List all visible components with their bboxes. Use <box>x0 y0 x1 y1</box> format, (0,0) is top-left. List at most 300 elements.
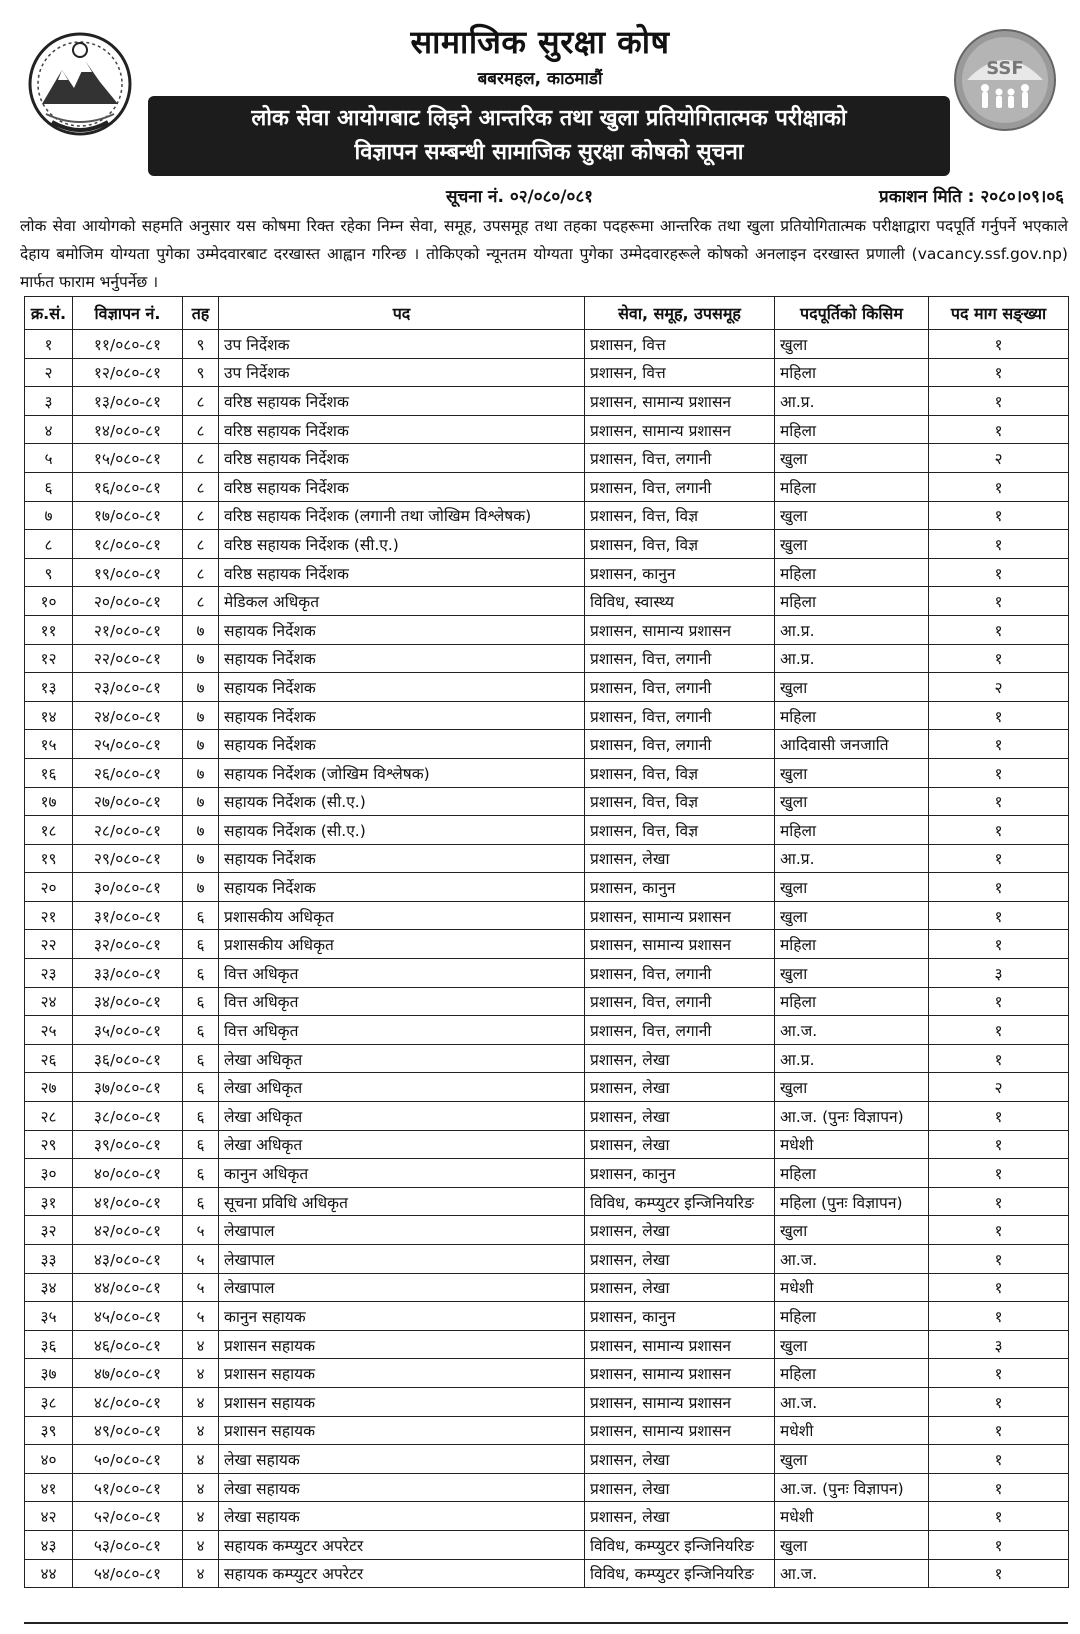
cell-level: ८ <box>183 530 219 559</box>
cell-post-count: १ <box>929 1359 1069 1388</box>
table-row <box>25 959 1069 988</box>
cell-post: लेखा अधिकृत <box>219 1102 585 1131</box>
cell-serial: १८ <box>25 816 73 845</box>
cell-fulfillment-type: आ.ज. (पुनः विज्ञापन) <box>775 1102 929 1131</box>
cell-serial: ३५ <box>25 1302 73 1331</box>
cell-level: ९ <box>183 330 219 359</box>
cell-post: सहायक कम्प्युटर अपरेटर <box>219 1559 585 1588</box>
cell-fulfillment-type: खुला <box>775 501 929 530</box>
cell-level: ७ <box>183 787 219 816</box>
cell-service-group: प्रशासन, वित्त, विज्ञ <box>585 758 775 787</box>
cell-level: ७ <box>183 644 219 673</box>
cell-ad-no: ४१/०८०-८१ <box>73 1187 183 1216</box>
cell-fulfillment-type: महिला <box>775 816 929 845</box>
cell-serial: २० <box>25 873 73 902</box>
cell-service-group: प्रशासन, सामान्य प्रशासन <box>585 387 775 416</box>
cell-fulfillment-type: खुला <box>775 444 929 473</box>
table-row <box>25 673 1069 702</box>
cell-post: कानुन सहायक <box>219 1302 585 1331</box>
cell-ad-no: ३५/०८०-८१ <box>73 1016 183 1045</box>
table-row <box>25 530 1069 559</box>
cell-level: ६ <box>183 930 219 959</box>
table-row <box>25 358 1069 387</box>
cell-serial: ४१ <box>25 1473 73 1502</box>
cell-post-count: १ <box>929 758 1069 787</box>
table-row <box>25 1245 1069 1274</box>
cell-fulfillment-type: महिला <box>775 358 929 387</box>
cell-level: ८ <box>183 444 219 473</box>
col-header-fulfillment-type: पदपूर्तिको किसिम <box>775 297 929 330</box>
cell-post-count: १ <box>929 472 1069 501</box>
cell-ad-no: २०/०८०-८१ <box>73 587 183 616</box>
cell-ad-no: २६/०८०-८१ <box>73 758 183 787</box>
table-row <box>25 930 1069 959</box>
cell-service-group: प्रशासन, वित्त, विज्ञ <box>585 787 775 816</box>
cell-ad-no: १४/०८०-८१ <box>73 415 183 444</box>
table-header-row <box>25 297 1069 330</box>
cell-post: सहायक निर्देशक <box>219 701 585 730</box>
cell-post-count: १ <box>929 415 1069 444</box>
cell-level: ५ <box>183 1245 219 1274</box>
cell-fulfillment-type: खुला <box>775 1530 929 1559</box>
cell-post: लेखा अधिकृत <box>219 1044 585 1073</box>
page-bottom-edge <box>24 1622 1068 1634</box>
cell-post-count: २ <box>929 1073 1069 1102</box>
cell-serial: १३ <box>25 673 73 702</box>
cell-level: ७ <box>183 730 219 759</box>
ssf-logo-icon <box>953 28 1057 132</box>
cell-serial: ४ <box>25 415 73 444</box>
cell-post: लेखा सहायक <box>219 1445 585 1474</box>
cell-fulfillment-type: खुला <box>775 959 929 988</box>
cell-serial: २४ <box>25 987 73 1016</box>
cell-level: ७ <box>183 673 219 702</box>
cell-serial: ७ <box>25 501 73 530</box>
cell-post: सहायक निर्देशक <box>219 730 585 759</box>
cell-service-group: प्रशासन, वित्त <box>585 330 775 359</box>
cell-level: ४ <box>183 1330 219 1359</box>
cell-fulfillment-type: आ.ज. <box>775 1016 929 1045</box>
cell-post-count: १ <box>929 1530 1069 1559</box>
table-row <box>25 987 1069 1016</box>
cell-serial: ४४ <box>25 1559 73 1588</box>
table-row <box>25 816 1069 845</box>
cell-serial: ९ <box>25 558 73 587</box>
cell-level: ६ <box>183 959 219 988</box>
cell-service-group: प्रशासन, सामान्य प्रशासन <box>585 1330 775 1359</box>
cell-service-group: प्रशासन, लेखा <box>585 1502 775 1531</box>
cell-serial: १२ <box>25 644 73 673</box>
cell-fulfillment-type: खुला <box>775 873 929 902</box>
cell-post: वरिष्ठ सहायक निर्देशक <box>219 387 585 416</box>
cell-service-group: प्रशासन, वित्त, लगानी <box>585 959 775 988</box>
cell-service-group: प्रशासन, लेखा <box>585 1445 775 1474</box>
cell-serial: १ <box>25 330 73 359</box>
cell-ad-no: ११/०८०-८१ <box>73 330 183 359</box>
cell-ad-no: ३१/०८०-८१ <box>73 901 183 930</box>
cell-serial: १० <box>25 587 73 616</box>
cell-serial: २ <box>25 358 73 387</box>
table-row <box>25 1473 1069 1502</box>
cell-post: उप निर्देशक <box>219 330 585 359</box>
cell-serial: ३४ <box>25 1273 73 1302</box>
table-row <box>25 1273 1069 1302</box>
cell-post-count: २ <box>929 444 1069 473</box>
cell-serial: २१ <box>25 901 73 930</box>
cell-ad-no: १३/०८०-८१ <box>73 387 183 416</box>
cell-fulfillment-type: महिला <box>775 701 929 730</box>
cell-post: लेखा सहायक <box>219 1473 585 1502</box>
cell-fulfillment-type: आ.ज. <box>775 1245 929 1274</box>
cell-ad-no: २९/०८०-८१ <box>73 844 183 873</box>
table-row <box>25 1530 1069 1559</box>
cell-level: ७ <box>183 873 219 902</box>
cell-serial: ६ <box>25 472 73 501</box>
cell-level: ६ <box>183 1016 219 1045</box>
cell-service-group: प्रशासन, कानुन <box>585 558 775 587</box>
cell-ad-no: ५४/०८०-८१ <box>73 1559 183 1588</box>
cell-service-group: विविध, कम्प्युटर इन्जिनियरिङ <box>585 1187 775 1216</box>
cell-serial: १४ <box>25 701 73 730</box>
cell-fulfillment-type: आ.ज. <box>775 1387 929 1416</box>
cell-service-group: प्रशासन, लेखा <box>585 844 775 873</box>
cell-fulfillment-type: खुला <box>775 330 929 359</box>
col-header-post-count: पद माग सङ्ख्या <box>929 297 1069 330</box>
cell-ad-no: २७/०८०-८१ <box>73 787 183 816</box>
cell-serial: ३२ <box>25 1216 73 1245</box>
cell-service-group: प्रशासन, वित्त <box>585 358 775 387</box>
cell-level: ६ <box>183 1073 219 1102</box>
cell-serial: ३ <box>25 387 73 416</box>
cell-fulfillment-type: खुला <box>775 1445 929 1474</box>
cell-level: ६ <box>183 1159 219 1188</box>
cell-service-group: प्रशासन, वित्त, लगानी <box>585 987 775 1016</box>
cell-ad-no: १२/०८०-८१ <box>73 358 183 387</box>
cell-service-group: प्रशासन, सामान्य प्रशासन <box>585 1387 775 1416</box>
cell-service-group: प्रशासन, वित्त, लगानी <box>585 701 775 730</box>
cell-service-group: प्रशासन, वित्त, लगानी <box>585 1016 775 1045</box>
cell-serial: ५ <box>25 444 73 473</box>
cell-serial: १७ <box>25 787 73 816</box>
cell-post-count: १ <box>929 701 1069 730</box>
cell-fulfillment-type: महिला <box>775 587 929 616</box>
cell-fulfillment-type: महिला <box>775 1159 929 1188</box>
cell-level: ५ <box>183 1302 219 1331</box>
cell-level: ४ <box>183 1359 219 1388</box>
cell-service-group: प्रशासन, सामान्य प्रशासन <box>585 1416 775 1445</box>
table-row <box>25 1130 1069 1159</box>
cell-fulfillment-type: महिला <box>775 930 929 959</box>
cell-post: प्रशासन सहायक <box>219 1387 585 1416</box>
cell-serial: ३० <box>25 1159 73 1188</box>
cell-post-count: १ <box>929 644 1069 673</box>
cell-serial: ४२ <box>25 1502 73 1531</box>
cell-post: लेखापाल <box>219 1245 585 1274</box>
cell-ad-no: ३४/०८०-८१ <box>73 987 183 1016</box>
cell-post-count: १ <box>929 1187 1069 1216</box>
table-row <box>25 1216 1069 1245</box>
cell-post-count: १ <box>929 901 1069 930</box>
cell-level: ६ <box>183 1130 219 1159</box>
cell-ad-no: ३०/०८०-८१ <box>73 873 183 902</box>
cell-level: ५ <box>183 1216 219 1245</box>
cell-service-group: प्रशासन, वित्त, लगानी <box>585 644 775 673</box>
cell-fulfillment-type: मधेशी <box>775 1130 929 1159</box>
cell-post: प्रशासन सहायक <box>219 1416 585 1445</box>
table-row <box>25 501 1069 530</box>
cell-service-group: प्रशासन, वित्त, लगानी <box>585 730 775 759</box>
cell-post-count: १ <box>929 1445 1069 1474</box>
cell-post-count: १ <box>929 1245 1069 1274</box>
cell-ad-no: ४५/०८०-८१ <box>73 1302 183 1331</box>
cell-post: मेडिकल अधिकृत <box>219 587 585 616</box>
cell-post: प्रशासकीय अधिकृत <box>219 930 585 959</box>
cell-level: ७ <box>183 844 219 873</box>
cell-post: सहायक निर्देशक <box>219 644 585 673</box>
cell-service-group: प्रशासन, कानुन <box>585 1302 775 1331</box>
cell-fulfillment-type: खुला <box>775 530 929 559</box>
cell-service-group: प्रशासन, वित्त, विज्ञ <box>585 530 775 559</box>
cell-fulfillment-type: महिला <box>775 987 929 1016</box>
cell-post-count: १ <box>929 558 1069 587</box>
cell-fulfillment-type: खुला <box>775 787 929 816</box>
cell-ad-no: २८/०८०-८१ <box>73 816 183 845</box>
cell-service-group: प्रशासन, वित्त, विज्ञ <box>585 501 775 530</box>
cell-service-group: प्रशासन, कानुन <box>585 1159 775 1188</box>
cell-post-count: १ <box>929 1016 1069 1045</box>
cell-ad-no: ४९/०८०-८१ <box>73 1416 183 1445</box>
cell-post-count: १ <box>929 615 1069 644</box>
cell-serial: ३६ <box>25 1330 73 1359</box>
cell-fulfillment-type: आ.प्र. <box>775 387 929 416</box>
banner-line-1: लोक सेवा आयोगबाट लिइने आन्तरिक तथा खुला प्रतियोगितात्मक परीक्षाको <box>251 106 847 131</box>
cell-ad-no: ५२/०८०-८१ <box>73 1502 183 1531</box>
cell-post-count: १ <box>929 930 1069 959</box>
cell-post-count: ३ <box>929 959 1069 988</box>
cell-post: प्रशासन सहायक <box>219 1330 585 1359</box>
col-header-service-group: सेवा, समूह, उपसमूह <box>585 297 775 330</box>
cell-post: लेखापाल <box>219 1273 585 1302</box>
cell-fulfillment-type: महिला <box>775 1302 929 1331</box>
cell-serial: २६ <box>25 1044 73 1073</box>
cell-fulfillment-type: खुला <box>775 1216 929 1245</box>
cell-post-count: १ <box>929 501 1069 530</box>
cell-post: कानुन अधिकृत <box>219 1159 585 1188</box>
cell-level: ८ <box>183 415 219 444</box>
cell-level: ४ <box>183 1416 219 1445</box>
table-row <box>25 615 1069 644</box>
cell-service-group: विविध, कम्प्युटर इन्जिनियरिङ <box>585 1559 775 1588</box>
cell-post-count: १ <box>929 1159 1069 1188</box>
cell-service-group: प्रशासन, लेखा <box>585 1245 775 1274</box>
cell-fulfillment-type: मधेशी <box>775 1273 929 1302</box>
table-row <box>25 387 1069 416</box>
cell-post: वरिष्ठ सहायक निर्देशक <box>219 415 585 444</box>
cell-fulfillment-type: महिला <box>775 472 929 501</box>
cell-post: वरिष्ठ सहायक निर्देशक <box>219 472 585 501</box>
table-row <box>25 587 1069 616</box>
cell-serial: १९ <box>25 844 73 873</box>
cell-post: लेखा अधिकृत <box>219 1073 585 1102</box>
cell-ad-no: ५१/०८०-८१ <box>73 1473 183 1502</box>
cell-ad-no: ४४/०८०-८१ <box>73 1273 183 1302</box>
cell-ad-no: २४/०८०-८१ <box>73 701 183 730</box>
cell-level: ४ <box>183 1502 219 1531</box>
cell-level: ७ <box>183 615 219 644</box>
cell-serial: ८ <box>25 530 73 559</box>
cell-post-count: १ <box>929 1044 1069 1073</box>
cell-serial: ३९ <box>25 1416 73 1445</box>
col-header-ad-no: विज्ञापन नं. <box>73 297 183 330</box>
table-row <box>25 1502 1069 1531</box>
cell-ad-no: २१/०८०-८१ <box>73 615 183 644</box>
table-row <box>25 1187 1069 1216</box>
cell-ad-no: ५०/०८०-८१ <box>73 1445 183 1474</box>
cell-fulfillment-type: खुला <box>775 1073 929 1102</box>
cell-ad-no: ४७/०८०-८१ <box>73 1359 183 1388</box>
cell-post: वरिष्ठ सहायक निर्देशक <box>219 444 585 473</box>
cell-level: ४ <box>183 1559 219 1588</box>
cell-post: प्रशासकीय अधिकृत <box>219 901 585 930</box>
cell-post: सहायक निर्देशक (सी.ए.) <box>219 787 585 816</box>
cell-ad-no: ३८/०८०-८१ <box>73 1102 183 1131</box>
cell-level: ४ <box>183 1445 219 1474</box>
cell-level: ८ <box>183 587 219 616</box>
cell-service-group: प्रशासन, वित्त, लगानी <box>585 673 775 702</box>
cell-ad-no: ३३/०८०-८१ <box>73 959 183 988</box>
cell-post: सहायक निर्देशक (जोखिम विश्लेषक) <box>219 758 585 787</box>
cell-post-count: १ <box>929 1473 1069 1502</box>
table-row <box>25 1416 1069 1445</box>
table-row <box>25 1330 1069 1359</box>
cell-post-count: १ <box>929 730 1069 759</box>
cell-fulfillment-type: खुला <box>775 758 929 787</box>
cell-post: सहायक निर्देशक <box>219 844 585 873</box>
cell-serial: २३ <box>25 959 73 988</box>
cell-serial: ३१ <box>25 1187 73 1216</box>
cell-level: ५ <box>183 1273 219 1302</box>
table-row <box>25 1044 1069 1073</box>
cell-ad-no: २५/०८०-८१ <box>73 730 183 759</box>
cell-fulfillment-type: महिला (पुनः विज्ञापन) <box>775 1187 929 1216</box>
table-row <box>25 330 1069 359</box>
cell-post: वित्त अधिकृत <box>219 959 585 988</box>
cell-level: ८ <box>183 472 219 501</box>
cell-ad-no: २३/०८०-८१ <box>73 673 183 702</box>
cell-service-group: प्रशासन, लेखा <box>585 1073 775 1102</box>
cell-level: ७ <box>183 816 219 845</box>
cell-level: ८ <box>183 501 219 530</box>
table-row <box>25 1073 1069 1102</box>
table-row <box>25 901 1069 930</box>
cell-service-group: प्रशासन, सामान्य प्रशासन <box>585 415 775 444</box>
cell-fulfillment-type: खुला <box>775 901 929 930</box>
cell-level: ७ <box>183 758 219 787</box>
cell-ad-no: १७/०८०-८१ <box>73 501 183 530</box>
cell-level: ६ <box>183 1044 219 1073</box>
table-row <box>25 1445 1069 1474</box>
cell-post-count: १ <box>929 787 1069 816</box>
cell-post-count: १ <box>929 1102 1069 1131</box>
cell-level: ९ <box>183 358 219 387</box>
cell-post-count: १ <box>929 1502 1069 1531</box>
cell-level: ४ <box>183 1387 219 1416</box>
cell-post-count: १ <box>929 1216 1069 1245</box>
org-title: सामाजिक सुरक्षा कोष <box>410 23 670 61</box>
cell-ad-no: ५३/०८०-८१ <box>73 1530 183 1559</box>
table-row <box>25 787 1069 816</box>
cell-level: ४ <box>183 1530 219 1559</box>
cell-fulfillment-type: मधेशी <box>775 1502 929 1531</box>
cell-post-count: १ <box>929 873 1069 902</box>
cell-service-group: प्रशासन, लेखा <box>585 1102 775 1131</box>
cell-fulfillment-type: आ.ज. <box>775 1559 929 1588</box>
cell-service-group: प्रशासन, वित्त, लगानी <box>585 444 775 473</box>
cell-fulfillment-type: आ.प्र. <box>775 644 929 673</box>
cell-level: ८ <box>183 558 219 587</box>
cell-ad-no: १९/०८०-८१ <box>73 558 183 587</box>
cell-serial: २९ <box>25 1130 73 1159</box>
cell-ad-no: ४२/०८०-८१ <box>73 1216 183 1245</box>
cell-post: सहायक निर्देशक (सी.ए.) <box>219 816 585 845</box>
cell-service-group: प्रशासन, वित्त, विज्ञ <box>585 816 775 845</box>
cell-ad-no: ४६/०८०-८१ <box>73 1330 183 1359</box>
table-row <box>25 730 1069 759</box>
col-header-level: तह <box>183 297 219 330</box>
cell-serial: १५ <box>25 730 73 759</box>
vacancy-table <box>24 296 1069 1588</box>
cell-ad-no: ३६/०८०-८१ <box>73 1044 183 1073</box>
table-row <box>25 873 1069 902</box>
cell-serial: ४० <box>25 1445 73 1474</box>
table-row <box>25 558 1069 587</box>
cell-post: उप निर्देशक <box>219 358 585 387</box>
cell-ad-no: २२/०८०-८१ <box>73 644 183 673</box>
cell-post: सहायक निर्देशक <box>219 673 585 702</box>
cell-post-count: १ <box>929 1416 1069 1445</box>
table-row <box>25 444 1069 473</box>
notice-number: सूचना नं. ०२/०८०/०८१ <box>446 187 593 207</box>
cell-fulfillment-type: महिला <box>775 1359 929 1388</box>
cell-post: वरिष्ठ सहायक निर्देशक (लगानी तथा जोखिम विश्लेषक) <box>219 501 585 530</box>
cell-post: वरिष्ठ सहायक निर्देशक <box>219 558 585 587</box>
cell-ad-no: ३७/०८०-८१ <box>73 1073 183 1102</box>
cell-serial: १६ <box>25 758 73 787</box>
cell-service-group: प्रशासन, लेखा <box>585 1044 775 1073</box>
cell-serial: २२ <box>25 930 73 959</box>
cell-ad-no: ४०/०८०-८१ <box>73 1159 183 1188</box>
cell-post-count: १ <box>929 1130 1069 1159</box>
cell-post-count: १ <box>929 1387 1069 1416</box>
cell-service-group: प्रशासन, लेखा <box>585 1273 775 1302</box>
cell-service-group: प्रशासन, कानुन <box>585 873 775 902</box>
cell-level: ६ <box>183 1187 219 1216</box>
cell-post: वित्त अधिकृत <box>219 1016 585 1045</box>
cell-ad-no: १८/०८०-८१ <box>73 530 183 559</box>
cell-service-group: विविध, कम्प्युटर इन्जिनियरिङ <box>585 1530 775 1559</box>
cell-post-count: १ <box>929 1273 1069 1302</box>
table-row <box>25 758 1069 787</box>
cell-post: लेखा अधिकृत <box>219 1130 585 1159</box>
cell-fulfillment-type: आ.ज. (पुनः विज्ञापन) <box>775 1473 929 1502</box>
cell-service-group: विविध, स्वास्थ्य <box>585 587 775 616</box>
cell-fulfillment-type: आ.प्र. <box>775 1044 929 1073</box>
cell-service-group: प्रशासन, सामान्य प्रशासन <box>585 615 775 644</box>
cell-post-count: १ <box>929 587 1069 616</box>
cell-post: लेखा सहायक <box>219 1502 585 1531</box>
cell-post: सहायक निर्देशक <box>219 873 585 902</box>
cell-ad-no: ३२/०८०-८१ <box>73 930 183 959</box>
